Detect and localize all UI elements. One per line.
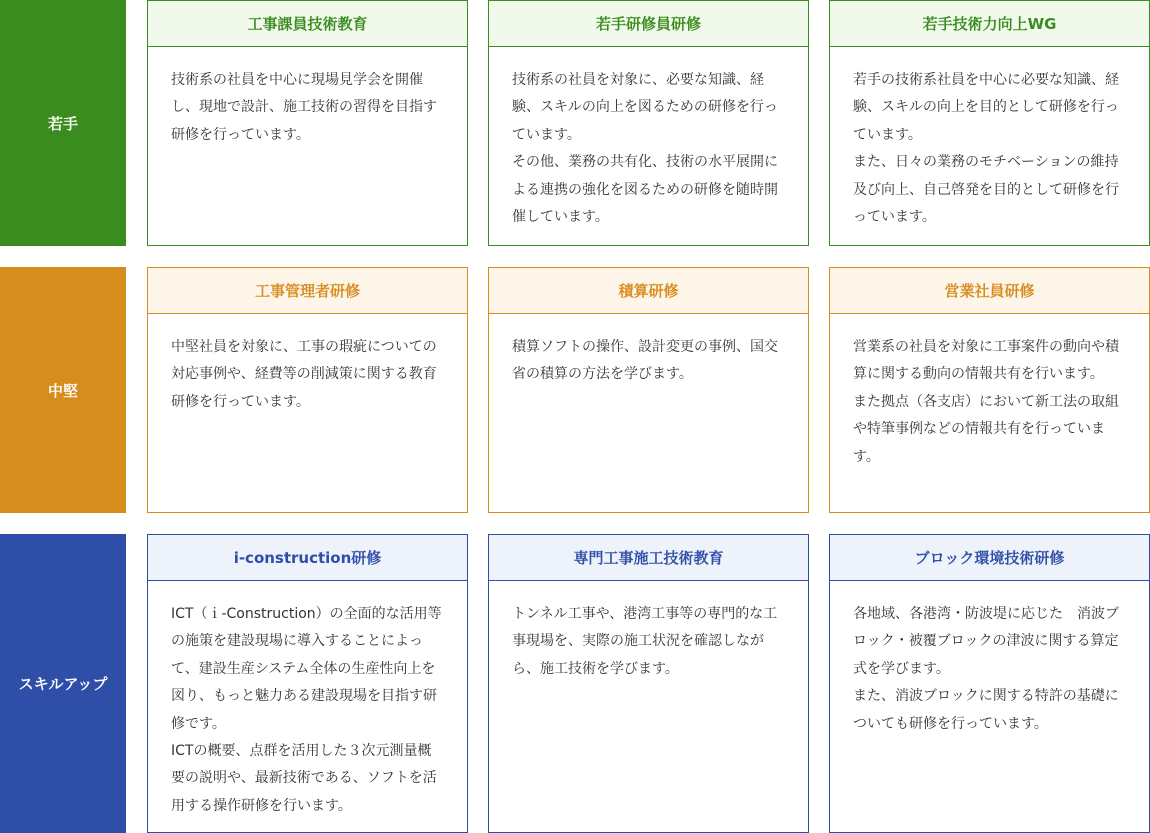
card-paragraph: また拠点（各支店）において新工法の取組や特筆事例などの情報共有を行っています。 xyxy=(853,393,1119,465)
card-paragraph: 各地域、各港湾・防波堤に応じた 消波ブロック・被覆ブロックの津波に関する算定式を学びます。 xyxy=(853,606,1119,677)
card-title: 若手研修員研修 xyxy=(489,1,808,47)
card-wakate-wg xyxy=(829,0,1150,246)
card-paragraph: 営業系の社員を対象に工事案件の動向や積算に関する動向の情報共有を行います。 xyxy=(853,339,1119,383)
card-paragraph: ICTの概要、点群を活用した３次元測量概要の説明や、最新技術である、ソフトを活用する操作研修を行います。 xyxy=(171,743,437,814)
card-paragraph: その他、業務の共有化、技術の水平展開による連携の強化を図るための研修を随時開催しています。 xyxy=(512,154,778,226)
card-title: 若手技術力向上WG xyxy=(830,1,1149,47)
card-title: 工事管理者研修 xyxy=(148,268,467,314)
card-description xyxy=(489,581,808,683)
row-label-skillup: スキルアップ xyxy=(0,534,126,833)
card-description xyxy=(830,581,1149,738)
card-description xyxy=(489,314,808,389)
row-label-young: 若手 xyxy=(0,0,126,246)
card-i-construction xyxy=(147,534,468,833)
card-description xyxy=(489,47,808,231)
card-block-kankyou xyxy=(829,534,1150,833)
card-title: 積算研修 xyxy=(489,268,808,314)
card-description xyxy=(148,47,467,149)
card-paragraph: また、消波ブロックに関する特許の基礎についても研修を行っています。 xyxy=(853,688,1119,732)
card-senmon-kouji xyxy=(488,534,809,833)
row-label-mid: 中堅 xyxy=(0,267,126,513)
card-paragraph: 技術系の社員を中心に現場見学会を開催し、現地で設計、施工技術の習得を目指す研修を行っています。 xyxy=(171,72,437,143)
card-paragraph: トンネル工事や、港湾工事等の専門的な工事現場を、実際の施工状況を確認しながら、施工技術を学びます。 xyxy=(512,606,778,677)
card-paragraph: 技術系の社員を対象に、必要な知識、経験、スキルの向上を図るための研修を行っています。 xyxy=(512,72,778,143)
card-wakate-kenshuin xyxy=(488,0,809,246)
card-description xyxy=(148,314,467,416)
card-koujikain-gijutsu xyxy=(147,0,468,246)
card-title: 専門工事施工技術教育 xyxy=(489,535,808,581)
card-description xyxy=(830,47,1149,231)
card-description xyxy=(148,581,467,820)
card-sekisan xyxy=(488,267,809,513)
card-paragraph: 若手の技術系社員を中心に必要な知識、経験、スキルの向上を目的として研修を行っています。 xyxy=(853,72,1119,143)
card-koujikanrisha xyxy=(147,267,468,513)
card-paragraph: 積算ソフトの操作、設計変更の事例、国交省の積算の方法を学びます。 xyxy=(512,339,778,383)
card-eigyou xyxy=(829,267,1150,513)
card-title: 工事課員技術教育 xyxy=(148,1,467,47)
card-paragraph: また、日々の業務のモチベーションの維持及び向上、自己啓発を目的として研修を行っています。 xyxy=(853,154,1119,226)
card-paragraph: ICT（ｉ-Construction）の全面的な活用等の施策を建設現場に導入することによって、建設生産システム全体の生産性向上を図り、もっと魅力ある建設現場を目指す研修です。 xyxy=(171,606,442,732)
card-title: ブロック環境技術研修 xyxy=(830,535,1149,581)
card-title: 営業社員研修 xyxy=(830,268,1149,314)
card-title: i-construction研修 xyxy=(148,535,467,581)
card-paragraph: 中堅社員を対象に、工事の瑕疵についての対応事例や、経費等の削減策に関する教育研修を行っています。 xyxy=(171,339,437,410)
card-description xyxy=(830,314,1149,471)
